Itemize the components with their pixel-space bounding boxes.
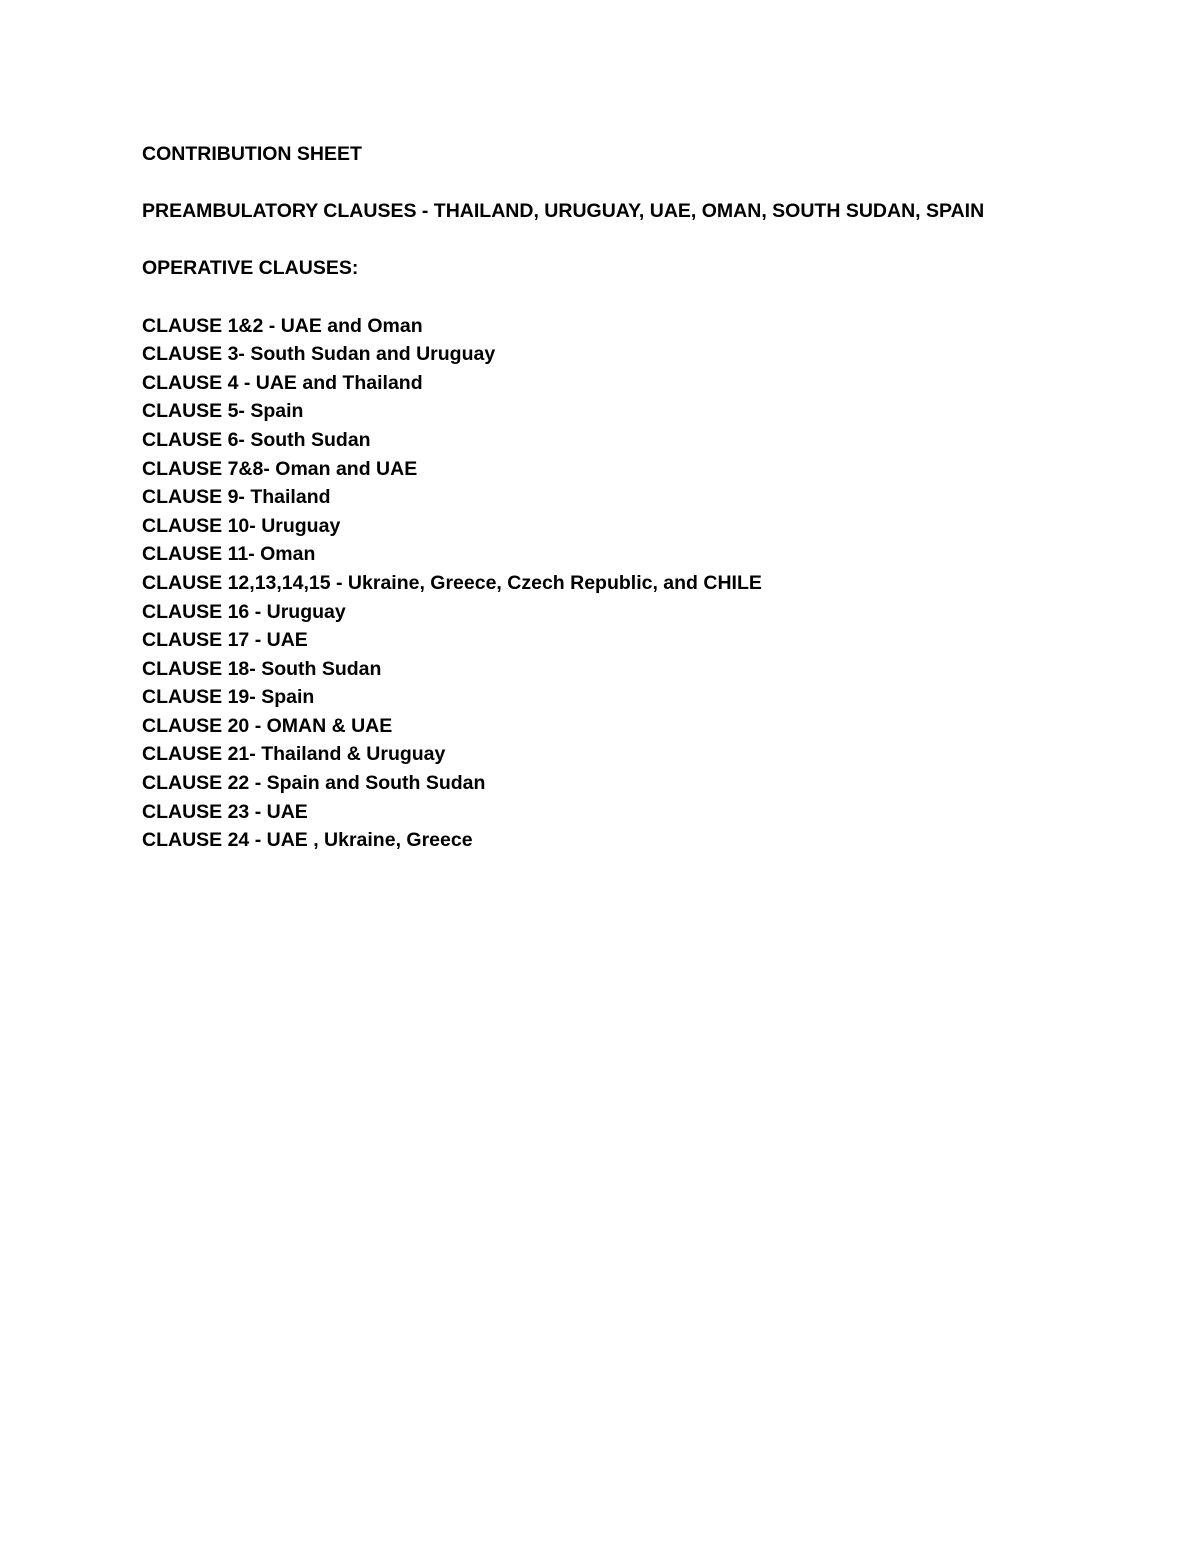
clause-item: CLAUSE 21- Thailand & Uruguay [142, 743, 446, 766]
clause-item: CLAUSE 9- Thailand [142, 486, 331, 509]
clause-item: CLAUSE 16 - Uruguay [142, 600, 346, 623]
clause-item: CLAUSE 24 - UAE , Ukraine, Greece [142, 829, 473, 852]
document-title: CONTRIBUTION SHEET [142, 143, 362, 165]
clause-item: CLAUSE 5- Spain [142, 400, 304, 423]
clause-item: CLAUSE 19- Spain [142, 686, 315, 709]
clause-item: CLAUSE 1&2 - UAE and Oman [142, 314, 423, 337]
clause-item: CLAUSE 22 - Spain and South Sudan [142, 772, 486, 795]
clause-item: CLAUSE 12,13,14,15 - Ukraine, Greece, Czech Republic, and CHILE [142, 571, 762, 594]
clause-item: CLAUSE 23 - UAE [142, 800, 308, 823]
clause-item: CLAUSE 4 - UAE and Thailand [142, 371, 423, 394]
clause-item: CLAUSE 20 - OMAN & UAE [142, 714, 393, 737]
clause-item: CLAUSE 17 - UAE [142, 629, 308, 652]
preambulatory-clauses: PREAMBULATORY CLAUSES - THAILAND, URUGUAY, UAE, OMAN, SOUTH SUDAN, SPAIN [142, 200, 985, 223]
clause-item: CLAUSE 18- South Sudan [142, 657, 382, 680]
clause-item: CLAUSE 3- South Sudan and Uruguay [142, 343, 496, 366]
clause-item: CLAUSE 11- Oman [142, 543, 316, 566]
clause-item: CLAUSE 7&8- Oman and UAE [142, 457, 418, 480]
operative-clauses-heading: OPERATIVE CLAUSES: [142, 257, 359, 280]
clause-item: CLAUSE 6- South Sudan [142, 428, 371, 451]
clause-list [142, 312, 1042, 855]
document-body [142, 140, 1042, 855]
clause-item: CLAUSE 10- Uruguay [142, 514, 341, 537]
